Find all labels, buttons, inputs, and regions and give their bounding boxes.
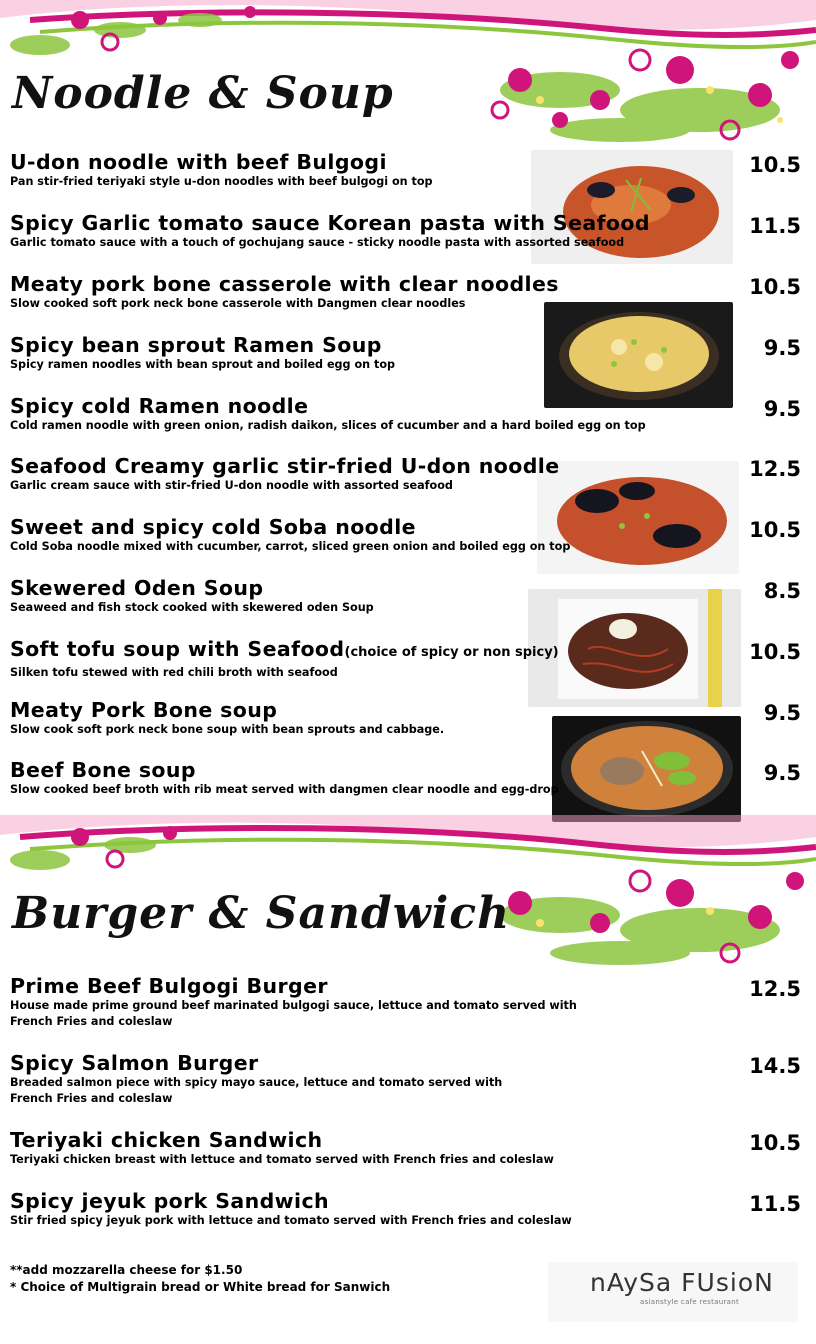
- item-price: 9.5: [763, 397, 801, 421]
- item-description: Pan stir-fried teriyaki style u-don noodles with beef bulgogi on top: [10, 175, 433, 188]
- menu-item: [10, 394, 810, 434]
- item-price: 10.5: [749, 153, 801, 177]
- item-name: Teriyaki chicken Sandwich: [10, 1128, 323, 1152]
- item-name: Seafood Creamy garlic stir-fried U-don noodle: [10, 454, 560, 478]
- item-name: Prime Beef Bulgogi Burger: [10, 974, 328, 998]
- menu-item: [10, 515, 810, 555]
- item-description: Cold Soba noodle mixed with cucumber, carrot, sliced green onion and boiled egg on top: [10, 540, 571, 553]
- item-description: Teriyaki chicken breast with lettuce and tomato served with French fries and coleslaw: [10, 1153, 554, 1166]
- item-description: Stir fried spicy jeyuk pork with lettuce and tomato served with French fries and coleslaw: [10, 1214, 572, 1227]
- item-description-line2: French Fries and coleslaw: [10, 1015, 173, 1028]
- menu-item: [10, 576, 810, 616]
- item-price: 12.5: [749, 457, 801, 481]
- menu-item: [10, 211, 810, 251]
- item-description: Slow cook soft pork neck bone soup with bean sprouts and cabbage.: [10, 723, 445, 736]
- item-name: Spicy Garlic tomato sauce Korean pasta with Seafood: [10, 211, 650, 235]
- item-description: House made prime ground beef marinated bulgogi sauce, lettuce and tomato served with: [10, 999, 577, 1012]
- item-price: 9.5: [763, 761, 801, 785]
- item-price: 10.5: [749, 640, 801, 664]
- item-name: Spicy Salmon Burger: [10, 1051, 259, 1075]
- item-price: 11.5: [749, 1192, 801, 1216]
- item-name: [10, 637, 810, 665]
- menu-item: [10, 974, 810, 1030]
- item-price: 9.5: [763, 701, 801, 725]
- item-name: Spicy bean sprout Ramen Soup: [10, 333, 382, 357]
- item-name: Spicy jeyuk pork Sandwich: [10, 1189, 329, 1213]
- menu-item: [10, 698, 810, 738]
- item-description-line2: French Fries and coleslaw: [10, 1092, 173, 1105]
- item-price: 11.5: [749, 214, 801, 238]
- item-description: Slow cooked beef broth with rib meat served with dangmen clear noodle and egg-drop: [10, 783, 559, 796]
- item-name: Meaty Pork Bone soup: [10, 698, 278, 722]
- menu-item: [10, 454, 810, 494]
- restaurant-logo: [548, 1262, 798, 1322]
- item-note: (choice of spicy or non spicy): [344, 645, 559, 660]
- item-name: Skewered Oden Soup: [10, 576, 264, 600]
- item-name-text: Soft tofu soup with Seafood: [10, 637, 345, 661]
- item-name: U-don noodle with beef Bulgogi: [10, 150, 387, 174]
- menu-item: [10, 1051, 810, 1107]
- item-price: 12.5: [749, 977, 801, 1001]
- item-price: 9.5: [763, 336, 801, 360]
- menu-item: [10, 758, 810, 798]
- section-title-burger-sandwich: Burger & Sandwich: [12, 888, 511, 939]
- item-description: Garlic tomato sauce with a touch of gochujang sauce - sticky noodle pasta with assorted seafood: [10, 236, 625, 249]
- footnote-cheese: **add mozzarella cheese for $1.50: [10, 1263, 243, 1277]
- item-price: 10.5: [749, 275, 801, 299]
- item-description: Cold ramen noodle with green onion, radish daikon, slices of cucumber and a hard boiled egg on top: [10, 419, 646, 432]
- item-description: Spicy ramen noodles with bean sprout and boiled egg on top: [10, 358, 396, 371]
- item-description: Breaded salmon piece with spicy mayo sauce, lettuce and tomato served with: [10, 1076, 503, 1089]
- item-name: Sweet and spicy cold Soba noodle: [10, 515, 416, 539]
- logo-name: nAySa FUsioN: [590, 1268, 774, 1297]
- menu-item: [10, 333, 810, 373]
- section-title-noodle-soup: Noodle & Soup: [12, 68, 394, 119]
- logo-tagline: asianstyle cafe restaurant: [640, 1298, 740, 1306]
- footnote-bread: * Choice of Multigrain bread or White bread for Sanwich: [10, 1280, 391, 1294]
- item-price: 8.5: [763, 579, 801, 603]
- item-description: Seaweed and fish stock cooked with skewered oden Soup: [10, 601, 374, 614]
- item-price: 10.5: [749, 518, 801, 542]
- item-description: Slow cooked soft pork neck bone casserole with Dangmen clear noodles: [10, 297, 466, 310]
- item-name: Beef Bone soup: [10, 758, 196, 782]
- menu-item: [10, 1189, 810, 1229]
- menu-item: [10, 1128, 810, 1168]
- menu-item: [10, 637, 810, 681]
- item-description: Silken tofu stewed with red chili broth with seafood: [10, 666, 338, 679]
- item-name: Meaty pork bone casserole with clear noodles: [10, 272, 559, 296]
- menu-item: [10, 272, 810, 312]
- item-price: 10.5: [749, 1131, 801, 1155]
- item-description: Garlic cream sauce with stir-fried U-don noodle with assorted seafood: [10, 479, 453, 492]
- menu-item: [10, 150, 810, 190]
- item-name: Spicy cold Ramen noodle: [10, 394, 309, 418]
- item-price: 14.5: [749, 1054, 801, 1078]
